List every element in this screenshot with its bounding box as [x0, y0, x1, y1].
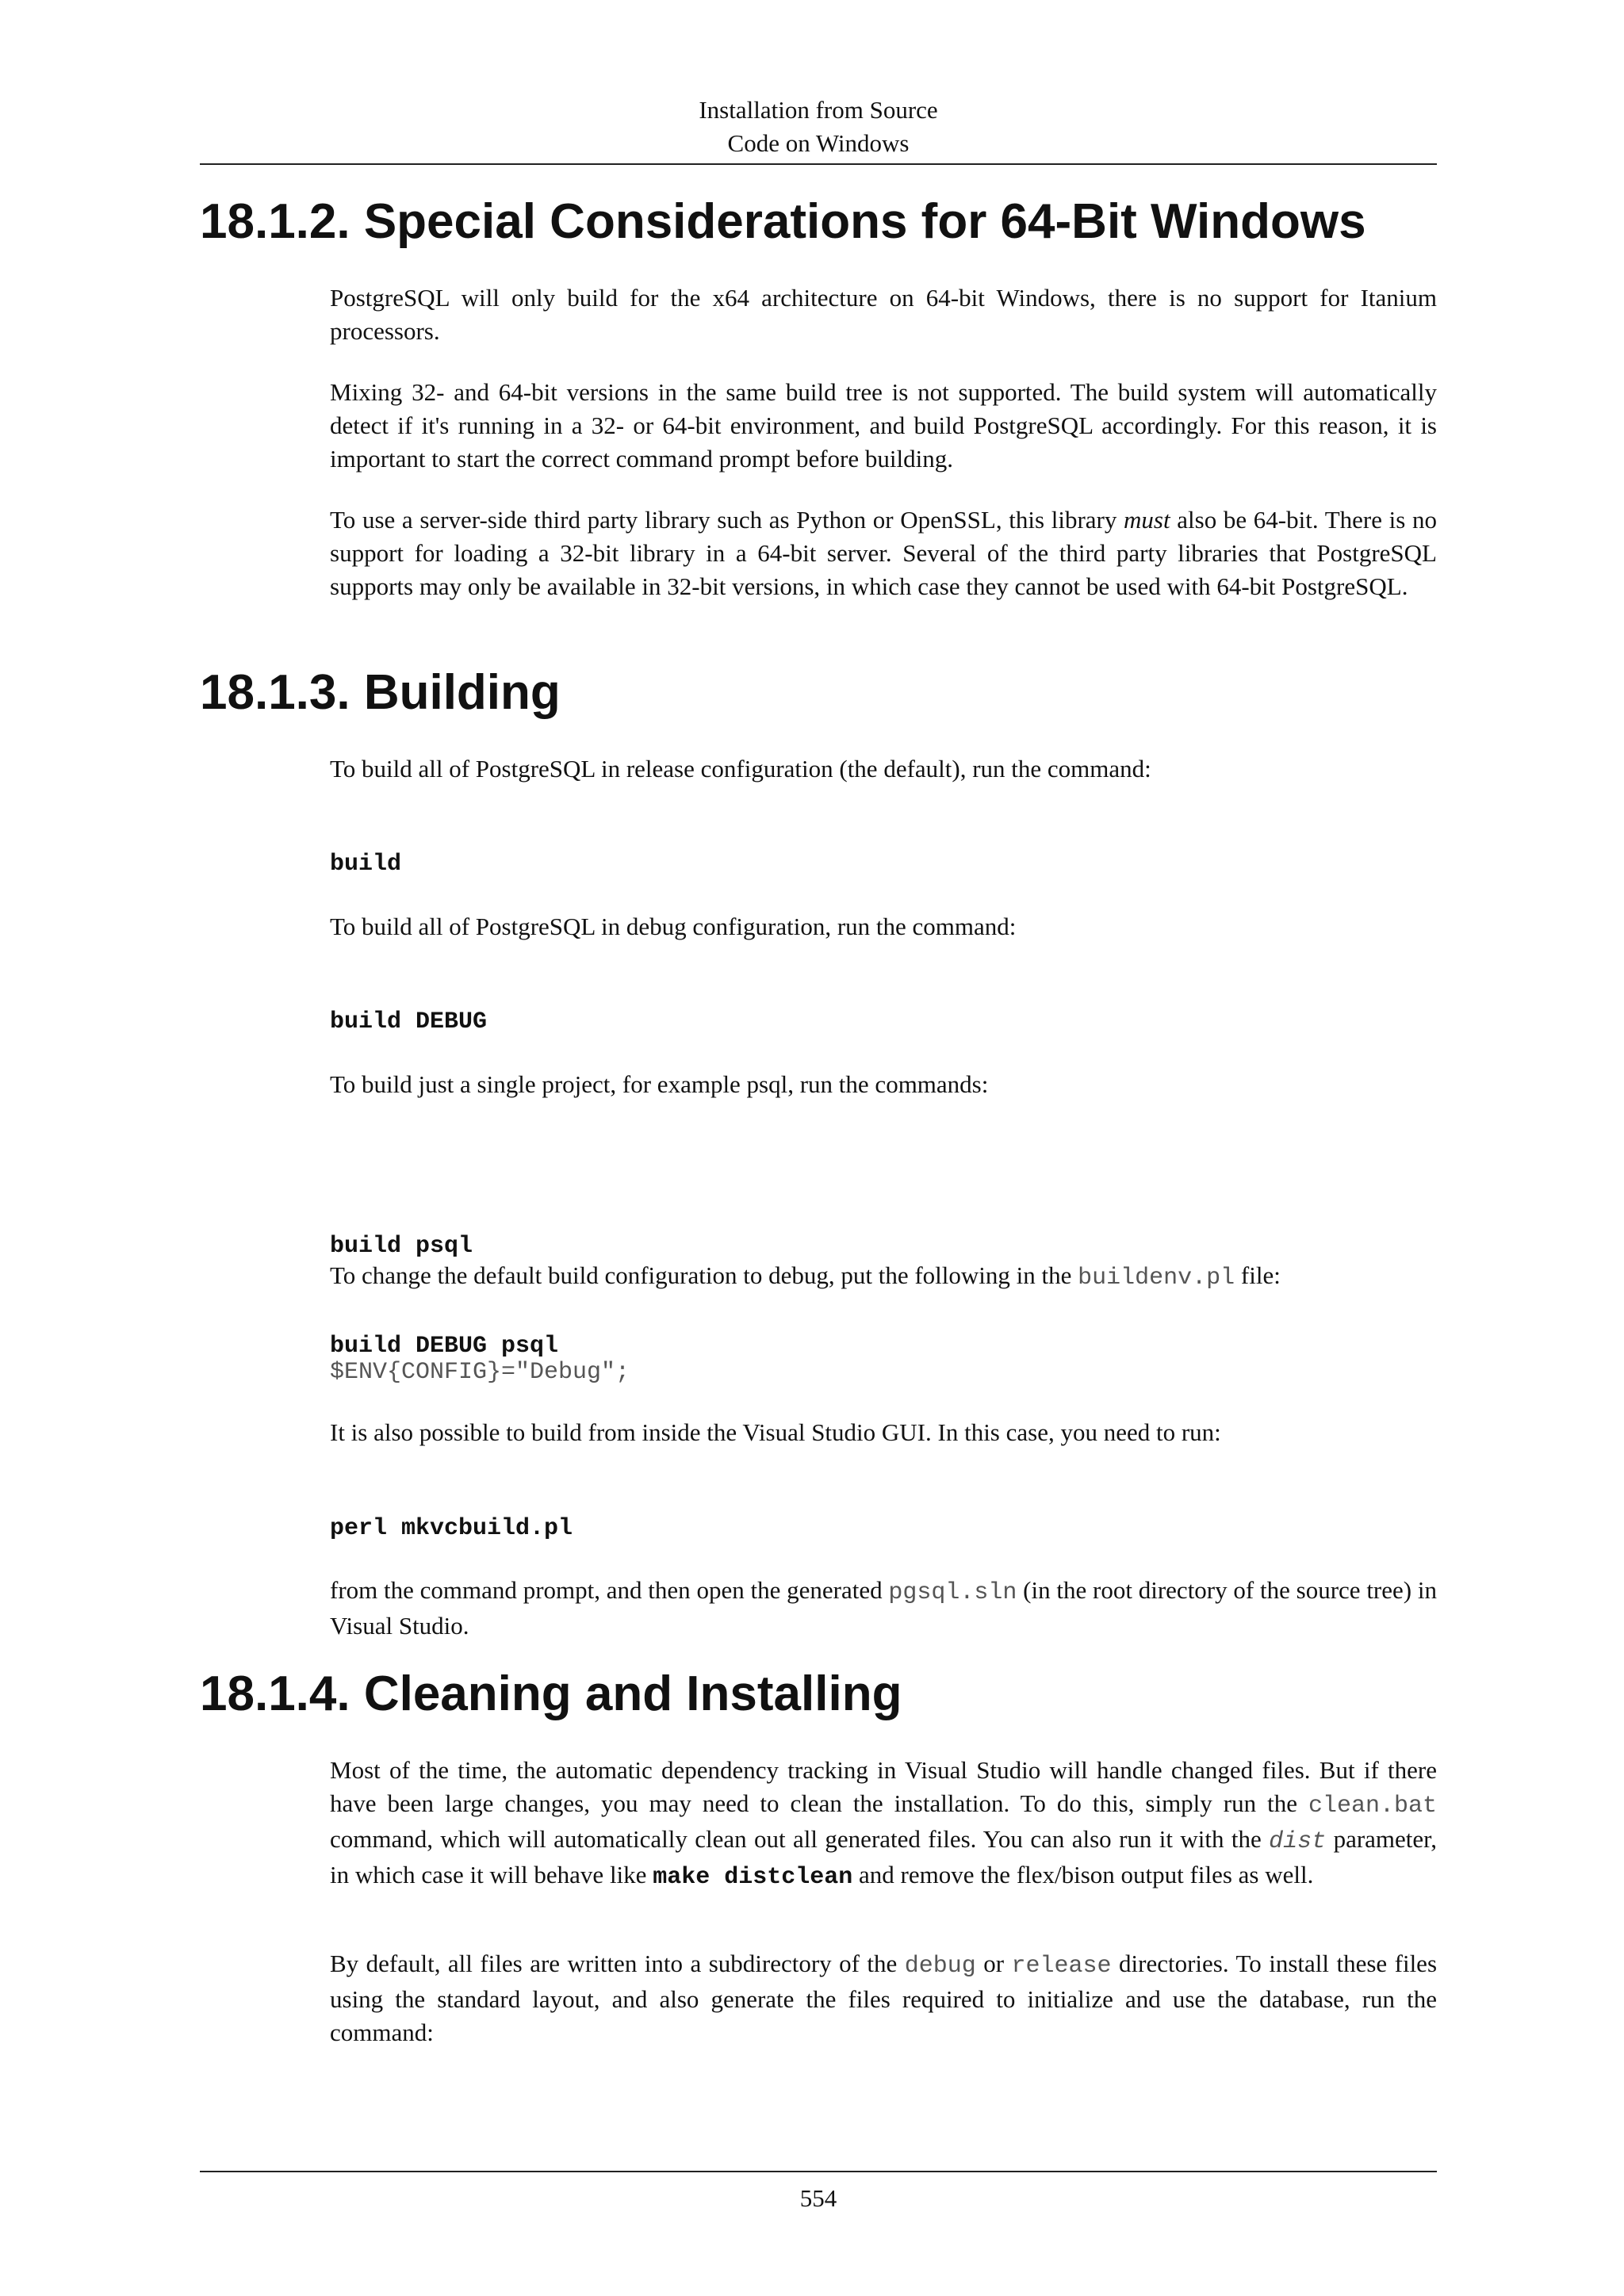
- paragraph-release-build: To build all of PostgreSQL in release configuration (the default), run the command:: [330, 755, 1151, 783]
- paragraph-text: and remove the flex/bison output files as well.: [852, 1861, 1314, 1888]
- filename-buildenv: buildenv.pl: [1078, 1265, 1235, 1292]
- running-header: [200, 94, 1437, 160]
- paragraph-text: To use a server-side third party library such as Python or OpenSSL, this library: [330, 506, 1124, 534]
- paragraph-text: By default, all files are written into a subdirectory of the: [330, 1950, 905, 1977]
- parameter-dist: dist: [1269, 1828, 1327, 1855]
- section-heading-18-1-3: 18.1.3. Building: [200, 665, 561, 720]
- code-build-psql: [330, 1163, 558, 1429]
- command-make-distclean: make distclean: [653, 1864, 853, 1891]
- paragraph-debug-build: To build all of PostgreSQL in debug configuration, run the command:: [330, 913, 1017, 940]
- paragraph-text: To change the default build configuration to debug, put the following in the: [330, 1261, 1078, 1289]
- paragraph-text: (in the root directory of the source tree) in Visual Studio.: [330, 1576, 1437, 1640]
- directory-debug: debug: [904, 1953, 976, 1980]
- running-header-line-2: Code on Windows: [727, 129, 910, 157]
- page-number: 554: [799, 2184, 837, 2212]
- code-env-config: $ENV{CONFIG}="Debug";: [330, 1359, 630, 1386]
- paragraph-text: file:: [1235, 1261, 1281, 1289]
- paragraph-text: directories. To install these files using the standard layout, and also generate the files required to initialize and use the database, run the command:: [330, 1950, 1438, 2046]
- running-header-line-1: Installation from Source: [699, 96, 938, 124]
- header-rule: [200, 163, 1437, 165]
- emphasis-must: must: [1124, 506, 1170, 534]
- paragraph-text: command, which will automatically clean out all generated files. You can also run it with the: [330, 1825, 1270, 1853]
- paragraph-default-config: [330, 1259, 1437, 1295]
- section-heading-18-1-4: 18.1.4. Cleaning and Installing: [200, 1667, 902, 1721]
- paragraph-text: or: [975, 1950, 1012, 1977]
- paragraph-text: also be 64-bit. There is no support for loading a 32-bit library in a 64-bit server. Several of the third party libraries that PostgreSQL supports may only be available in 32-bit versions, in which case they cannot be used with 64-bit PostgreSQL.: [330, 506, 1438, 600]
- paragraph-open-solution: [330, 1574, 1437, 1643]
- paragraph-text: Most of the time, the automatic dependency tracking in Visual Studio will handle changed files. But if there have been large changes, you may need to clean the installation. To do this, simply run the: [330, 1756, 1437, 1817]
- section-heading-18-1-2: 18.1.2. Special Considerations for 64-Bit Windows: [200, 194, 1366, 249]
- paragraph-mixing-builds: Mixing 32- and 64-bit versions in the same build tree is not supported. The build system will automatically detect if it's running in a 32- or 64-bit environment, and build PostgreSQL accordingly. For this reason, it is important to start the correct command prompt before building.: [330, 378, 1437, 473]
- paragraph-x64-only: PostgreSQL will only build for the x64 architecture on 64-bit Windows, there is no support for Itanium processors.: [330, 284, 1437, 345]
- filename-pgsql-sln: pgsql.sln: [888, 1579, 1017, 1606]
- paragraph-cleaning: [330, 1754, 1437, 1894]
- code-line: build psql: [330, 1233, 473, 1260]
- code-mkvcbuild: perl mkvcbuild.pl: [330, 1515, 573, 1542]
- code-build-debug: build DEBUG: [330, 1008, 488, 1035]
- code-build: build: [330, 851, 402, 878]
- paragraph-visual-studio-gui: It is also possible to build from inside the Visual Studio GUI. In this case, you need to run:: [330, 1418, 1221, 1446]
- paragraph-third-party-libraries: [330, 503, 1437, 603]
- paragraph-installing: [330, 1947, 1437, 2049]
- code-line: build DEBUG psql: [330, 1333, 559, 1360]
- paragraph-text: parameter, in which case it will behave like: [330, 1825, 1437, 1888]
- paragraph-single-project: To build just a single project, for example psql, run the commands:: [330, 1070, 989, 1098]
- footer-rule: [200, 2171, 1437, 2172]
- directory-release: release: [1011, 1953, 1112, 1980]
- paragraph-text: from the command prompt, and then open the generated: [330, 1576, 889, 1604]
- filename-clean-bat: clean.bat: [1308, 1793, 1437, 1820]
